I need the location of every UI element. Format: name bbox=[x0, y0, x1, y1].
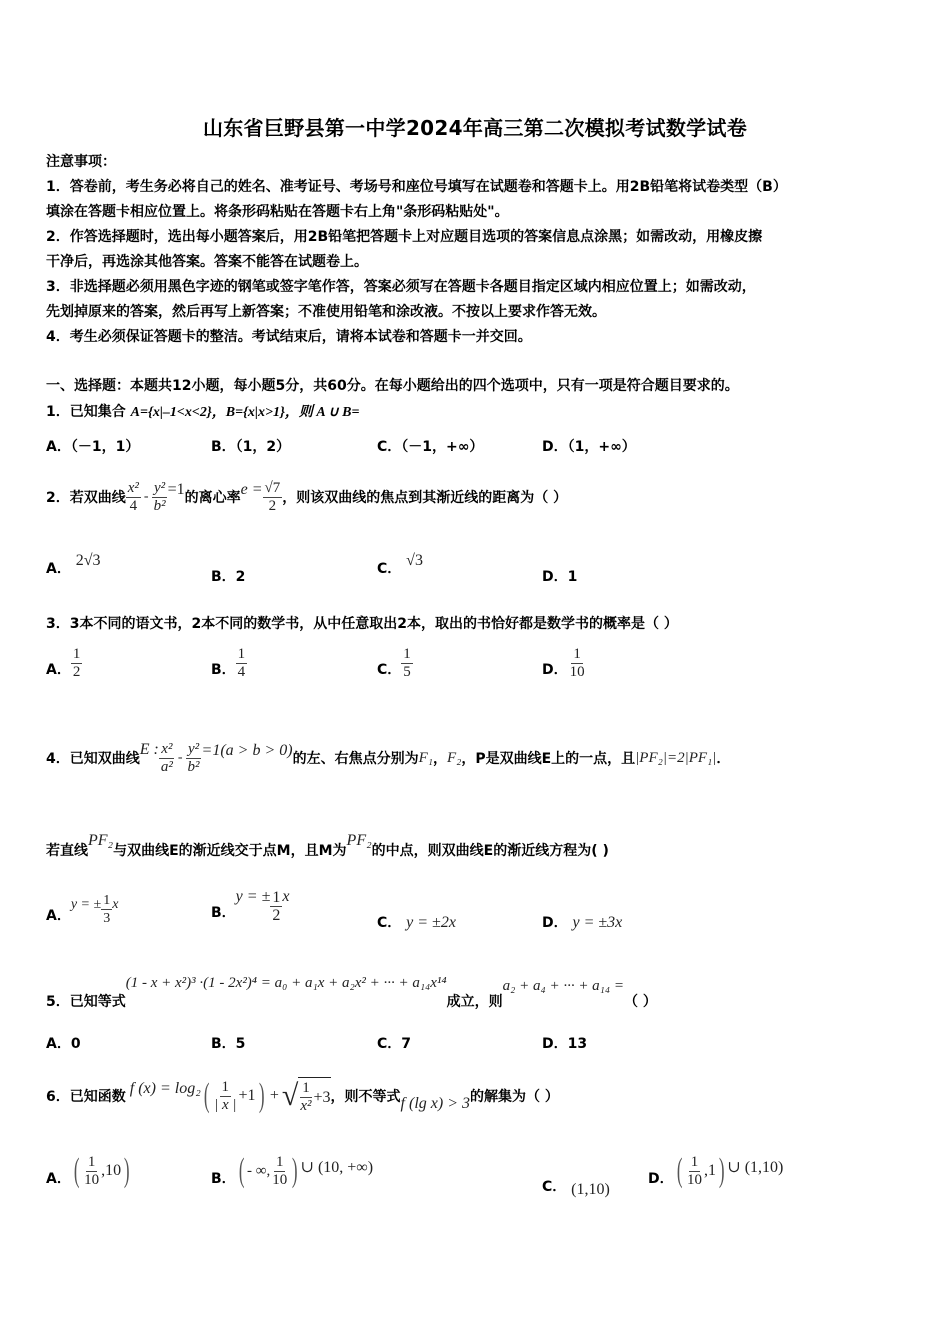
option-b[interactable] bbox=[211, 436, 290, 456]
option-c[interactable] bbox=[377, 646, 413, 681]
option-a[interactable] bbox=[46, 1033, 81, 1053]
question-text: 成立，则 bbox=[446, 994, 503, 1010]
notice-line: 3．非选择题必须用黑色字迹的钢笔或签字笔作答，答案必须写在答题卡各题目指定区域内相应位置上；如需改动， bbox=[46, 279, 756, 295]
question-number: 2． bbox=[46, 490, 70, 506]
math-expression: f (lg x) > 3 bbox=[400, 1095, 470, 1112]
option-label: D． bbox=[542, 569, 568, 585]
math-expression: ∪ (10, +∞) bbox=[300, 1159, 374, 1176]
option-c[interactable] bbox=[377, 552, 423, 578]
question-text: 的中点，则双曲线E的渐近线方程为( ) bbox=[371, 843, 609, 859]
question-text: 已知等式 bbox=[69, 994, 126, 1010]
math-expression: (1 - x + x²)³ ·(1 - 2x²)⁴ = a₀ + a₁x + a₂x² + ··· + a₁₄x¹⁴ bbox=[125, 975, 447, 991]
option-value: 1 bbox=[567, 569, 578, 585]
question-text: 已知函数 bbox=[69, 1089, 126, 1105]
fraction: $\frac{1}{2}$ bbox=[72, 646, 81, 680]
fraction: $\frac{\text{y²}}{\text{b²}}$ bbox=[187, 740, 200, 775]
question-text: 的离心率 bbox=[184, 490, 241, 506]
math-expression: ∪ (1,10) bbox=[727, 1159, 784, 1176]
fraction: $\frac{\text{x²}}{\text{a²}}$ bbox=[160, 740, 173, 775]
option-value: 2 bbox=[235, 569, 246, 585]
option-label: A． bbox=[46, 662, 71, 678]
math-expression: PF₂ bbox=[88, 832, 114, 849]
option-label: A． bbox=[46, 1171, 71, 1187]
fraction: $\frac{1}{10}$ bbox=[686, 1153, 702, 1188]
question-number: 4． bbox=[46, 751, 70, 767]
math-expression: =1 bbox=[167, 481, 185, 498]
notice-line: 2．作答选择题时，选出每小题答案后，用2B铅笔把答题卡上对应题目选项的答案信息点涂黑；如需改动，用橡皮擦 bbox=[46, 229, 763, 245]
option-d[interactable] bbox=[542, 912, 622, 932]
math-operator: - bbox=[177, 750, 183, 765]
math-expression: x bbox=[282, 888, 290, 905]
question-text: 若双曲线 bbox=[69, 490, 126, 506]
option-value: （1，2） bbox=[235, 439, 291, 455]
option-label: B． bbox=[211, 905, 236, 921]
fraction: $\frac{1}{5}$ bbox=[403, 646, 411, 680]
notice-line: 干净后，再选涂其他答案。答案不能答在试题卷上。 bbox=[46, 254, 368, 270]
sqrt-radicand bbox=[298, 1077, 330, 1115]
option-value: （－1，1） bbox=[70, 439, 140, 455]
option-a[interactable] bbox=[46, 646, 82, 681]
math-expression: x bbox=[112, 897, 119, 912]
option-label: C． bbox=[377, 915, 402, 931]
option-c[interactable] bbox=[377, 436, 483, 456]
option-label: B． bbox=[211, 1171, 236, 1187]
option-label: C． bbox=[377, 439, 402, 455]
option-value: 5 bbox=[235, 1036, 246, 1052]
option-a[interactable] bbox=[46, 892, 118, 927]
option-value: 2√3 bbox=[75, 552, 101, 569]
question-6-stem bbox=[46, 1070, 559, 1122]
fraction: $\frac{1}{| x |}$ bbox=[214, 1078, 237, 1113]
math-expression: ,10 bbox=[101, 1162, 122, 1179]
section-heading: 一、选择题：本题共12小题，每小题5分，共60分。在每小题给出的四个选项中，只有一项是符合题目要求的。 bbox=[46, 378, 739, 394]
option-a[interactable] bbox=[46, 1152, 133, 1190]
question-text: ，则不等式 bbox=[330, 1089, 401, 1105]
option-label: C． bbox=[377, 1036, 402, 1052]
question-number: 1． bbox=[46, 404, 70, 420]
math-expression: A={x|–1<x<2}，B={x|x>1}，则 A ∪ B= bbox=[130, 405, 360, 420]
option-label: A． bbox=[46, 439, 71, 455]
math-expression: PF₂ bbox=[346, 832, 372, 849]
math-expression: E : bbox=[139, 741, 159, 758]
option-label: A． bbox=[46, 908, 71, 924]
option-value: 13 bbox=[567, 1036, 588, 1052]
math-expression: e = bbox=[240, 481, 263, 498]
question-text: ，P是双曲线E上的一点，且 bbox=[461, 751, 636, 767]
question-number: 5． bbox=[46, 994, 70, 1010]
option-label: A． bbox=[46, 1036, 71, 1052]
option-d[interactable] bbox=[542, 566, 577, 586]
separator: ， bbox=[432, 751, 447, 767]
option-label: C． bbox=[377, 662, 402, 678]
question-text: ，则该双曲线的焦点到其渐近线的距离为（ ） bbox=[282, 490, 568, 506]
option-label: B． bbox=[211, 662, 236, 678]
math-operator: - bbox=[143, 489, 149, 504]
question-3-stem bbox=[46, 613, 678, 633]
question-text: 3本不同的语文书，2本不同的数学书，从中任意取出2本，取出的书恰好都是数学书的概率是（ ） bbox=[69, 616, 678, 632]
option-label: B． bbox=[211, 439, 236, 455]
math-expression: F₂ bbox=[446, 749, 462, 766]
fraction: $\frac{1}{10}$ bbox=[569, 646, 585, 680]
math-expression: +3 bbox=[313, 1088, 331, 1106]
option-b[interactable] bbox=[211, 1152, 373, 1190]
option-value: y = ±2x bbox=[406, 914, 456, 931]
notice-line: 1．答卷前，考生务必将自己的姓名、准考证号、考场号和座位号填写在试题卷和答题卡上。用2B铅笔将试卷类型（B） bbox=[46, 179, 787, 195]
notice-line: 填涂在答题卡相应位置上。将条形码粘贴在答题卡右上角"条形码粘贴处"。 bbox=[46, 204, 509, 220]
paren: ( bbox=[676, 1152, 683, 1189]
option-b[interactable] bbox=[211, 566, 245, 586]
option-label: B． bbox=[211, 569, 236, 585]
option-d[interactable] bbox=[648, 1152, 783, 1190]
option-a[interactable] bbox=[46, 436, 139, 456]
option-value: (1,10) bbox=[571, 1181, 610, 1198]
option-value: 7 bbox=[401, 1036, 412, 1052]
question-text: 与双曲线E的渐近线交于点M，且M为 bbox=[113, 843, 347, 859]
option-d[interactable] bbox=[542, 436, 636, 456]
fraction: $\frac{\text{y²}}{\text{b²}}$ bbox=[153, 479, 166, 514]
notice-line: 4．考生必须保证答题卡的整洁。考试结束后，请将本试卷和答题卡一并交回。 bbox=[46, 329, 532, 345]
question-4-stem bbox=[46, 733, 730, 783]
option-d[interactable] bbox=[542, 646, 587, 681]
notice-heading: 注意事项： bbox=[46, 154, 116, 170]
option-d[interactable] bbox=[542, 1033, 587, 1053]
math-expression: F₁ bbox=[418, 749, 433, 766]
fraction: $\frac{1}{\text{x²}}$ bbox=[300, 1080, 312, 1114]
math-expression: |PF₂|=2|PF₁| bbox=[635, 749, 717, 766]
fraction: $\frac{\text{x²}}{4}$ bbox=[127, 479, 139, 514]
question-text: 若直线 bbox=[46, 843, 88, 859]
math-expression: f (x) = log₂ bbox=[129, 1080, 201, 1097]
sqrt-sign: √ bbox=[281, 1079, 299, 1112]
option-c[interactable] bbox=[542, 1176, 610, 1196]
paren: ( bbox=[238, 1152, 245, 1189]
notice-line: 先划掉原来的答案，然后再写上新答案；不准使用铅笔和涂改液。不按以上要求作答无效。 bbox=[46, 304, 606, 320]
question-text: ． bbox=[716, 751, 731, 767]
question-4-stem-line2 bbox=[46, 830, 609, 870]
option-c[interactable] bbox=[377, 912, 456, 932]
fraction: $\frac{1}{2}$ bbox=[272, 889, 281, 924]
option-value: （1，+∞） bbox=[567, 439, 636, 455]
option-c[interactable] bbox=[377, 1033, 411, 1053]
math-expression: a₂ + a₄ + ··· + a₁₄ = bbox=[502, 978, 624, 994]
fraction: $\frac{1}{10}$ bbox=[84, 1153, 100, 1188]
option-a[interactable] bbox=[46, 552, 101, 578]
option-label: A． bbox=[46, 561, 71, 577]
fraction: $\frac{1}{10}$ bbox=[272, 1153, 288, 1188]
paren: ) bbox=[258, 1077, 265, 1114]
option-value: 0 bbox=[70, 1036, 81, 1052]
question-text: 已知双曲线 bbox=[69, 751, 140, 767]
question-text: （ ） bbox=[624, 994, 657, 1010]
paren: ) bbox=[292, 1152, 298, 1189]
option-label: D． bbox=[542, 439, 568, 455]
option-label: B． bbox=[211, 1036, 236, 1052]
option-b[interactable] bbox=[211, 646, 247, 681]
question-1-stem bbox=[46, 401, 359, 421]
option-label: C． bbox=[542, 1179, 567, 1195]
option-b[interactable] bbox=[211, 888, 289, 924]
math-expression: =1(a > b > 0) bbox=[201, 742, 293, 759]
option-b[interactable] bbox=[211, 1033, 245, 1053]
option-label: D． bbox=[542, 662, 568, 678]
option-value: y = ±3x bbox=[572, 914, 623, 931]
math-expression: +1 bbox=[238, 1087, 256, 1104]
paren: ( bbox=[73, 1152, 80, 1189]
math-expression: ,1 bbox=[703, 1162, 716, 1179]
option-label: D． bbox=[542, 915, 568, 931]
fraction: $\frac{1}{3}$ bbox=[103, 893, 111, 926]
option-value: √3 bbox=[406, 552, 423, 569]
math-expression: y = ± bbox=[235, 888, 271, 905]
fraction: $\frac{√7}{2}$ bbox=[264, 479, 281, 514]
question-text: 的解集为（ ） bbox=[470, 1089, 559, 1105]
question-text: 已知集合 bbox=[69, 404, 126, 420]
question-5-stem bbox=[46, 975, 657, 1011]
paren: ) bbox=[718, 1152, 725, 1189]
option-label: D． bbox=[648, 1171, 674, 1187]
option-label: D． bbox=[542, 1036, 568, 1052]
option-label: C． bbox=[377, 561, 402, 577]
fraction: $\frac{1}{4}$ bbox=[237, 646, 246, 680]
question-text: 的左、右焦点分别为 bbox=[292, 751, 419, 767]
question-2-stem bbox=[46, 472, 567, 522]
paren: ( bbox=[203, 1077, 210, 1114]
math-expression: - ∞, bbox=[247, 1162, 271, 1179]
math-expression: y = ± bbox=[70, 897, 102, 912]
option-value: （－1，+∞） bbox=[401, 439, 484, 455]
question-number: 6． bbox=[46, 1089, 70, 1105]
paren: ) bbox=[124, 1152, 130, 1189]
math-operator: + bbox=[269, 1087, 279, 1104]
question-number: 3． bbox=[46, 616, 70, 632]
page-title: 山东省巨野县第一中学2024年高三第二次模拟考试数学试卷 bbox=[202, 116, 748, 140]
